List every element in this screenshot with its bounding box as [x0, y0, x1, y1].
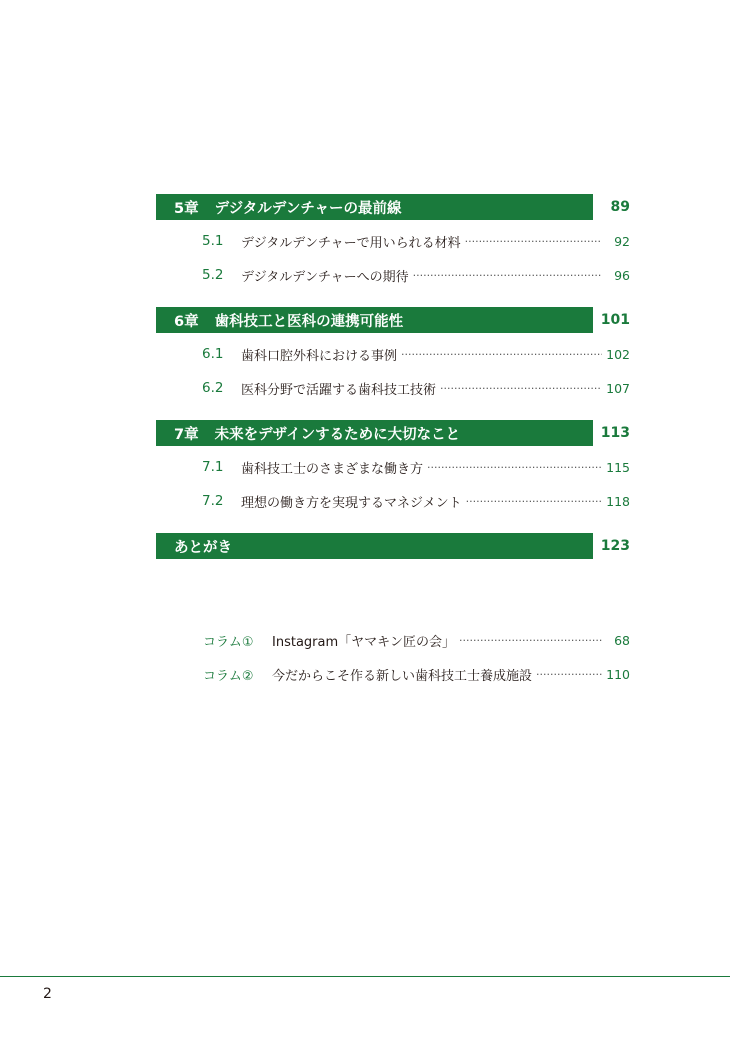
- toc-entry-6-2[interactable]: [202, 378, 630, 398]
- chapter-bar: [156, 194, 593, 220]
- column-label: コラム①: [203, 634, 254, 650]
- section-title: 理想の働き方を実現するマネジメント: [241, 495, 462, 511]
- chapter-title: 未来をデザインするために大切なこと: [214, 426, 461, 443]
- toc-entry-5-2[interactable]: [202, 265, 630, 285]
- chapter-title: 歯科技工と医科の連携可能性: [214, 313, 404, 330]
- column-entry-1[interactable]: [203, 630, 630, 650]
- section-number: 5.1: [202, 233, 224, 249]
- section-page-number: 115: [606, 459, 630, 475]
- chapter-page-number: 123: [600, 538, 630, 554]
- section-page-number: 92: [614, 233, 630, 249]
- section-page-number: 107: [606, 380, 630, 396]
- column-page-number: 68: [614, 632, 630, 648]
- section-title: 歯科口腔外科における事例: [241, 348, 398, 364]
- chapter-title: あとがき: [174, 539, 232, 556]
- column-label: コラム②: [203, 668, 254, 684]
- toc-entry-7-2[interactable]: [202, 491, 630, 511]
- section-number: 5.2: [202, 267, 224, 283]
- section-page-number: 102: [606, 346, 630, 362]
- section-number: 6.1: [202, 346, 224, 362]
- dot-leader: [459, 634, 602, 647]
- chapter-7-heading[interactable]: [156, 420, 630, 446]
- chapter-6-heading[interactable]: [156, 307, 630, 333]
- column-title: 今だからこそ作る新しい歯科技工士養成施設: [272, 668, 533, 684]
- section-title: 医科分野で活躍する歯科技工技術: [241, 382, 437, 398]
- dot-leader: [536, 668, 602, 681]
- afterword-heading[interactable]: [156, 533, 630, 559]
- dot-leader: [401, 348, 602, 361]
- section-number: 6.2: [202, 380, 224, 396]
- chapter-number: 7章: [174, 426, 199, 443]
- section-title: デジタルデンチャーへの期待: [241, 269, 409, 285]
- footer-divider: [0, 976, 730, 977]
- dot-leader: [465, 235, 602, 248]
- chapter-bar: [156, 420, 593, 446]
- section-title: デジタルデンチャーで用いられる材料: [241, 235, 461, 251]
- chapter-page-number: 89: [610, 199, 630, 215]
- chapter-bar: [156, 533, 593, 559]
- toc-entry-7-1[interactable]: [202, 457, 630, 477]
- column-page-number: 110: [606, 666, 630, 682]
- chapter-page-number: 113: [600, 425, 630, 441]
- page-number: 2: [43, 986, 52, 1002]
- section-number: 7.1: [202, 459, 224, 475]
- dot-leader: [427, 461, 602, 474]
- column-entry-2[interactable]: [203, 664, 630, 684]
- chapter-title: デジタルデンチャーの最前線: [214, 200, 402, 217]
- column-title: Instagram「ヤマキン匠の会」: [272, 634, 456, 650]
- dot-leader: [413, 269, 602, 282]
- column-list: [203, 630, 630, 684]
- section-page-number: 118: [606, 493, 630, 509]
- chapter-number: 6章: [174, 313, 199, 330]
- section-page-number: 96: [614, 267, 630, 283]
- toc-entry-5-1[interactable]: [202, 231, 630, 251]
- chapter-page-number: 101: [600, 312, 630, 328]
- section-title: 歯科技工士のさまざまな働き方: [241, 461, 424, 477]
- chapter-bar: [156, 307, 593, 333]
- chapter-5-heading[interactable]: [156, 194, 630, 220]
- section-number: 7.2: [202, 493, 224, 509]
- dot-leader: [466, 495, 602, 508]
- table-of-contents: [156, 194, 630, 559]
- chapter-number: 5章: [174, 200, 199, 217]
- dot-leader: [440, 382, 602, 395]
- toc-entry-6-1[interactable]: [202, 344, 630, 364]
